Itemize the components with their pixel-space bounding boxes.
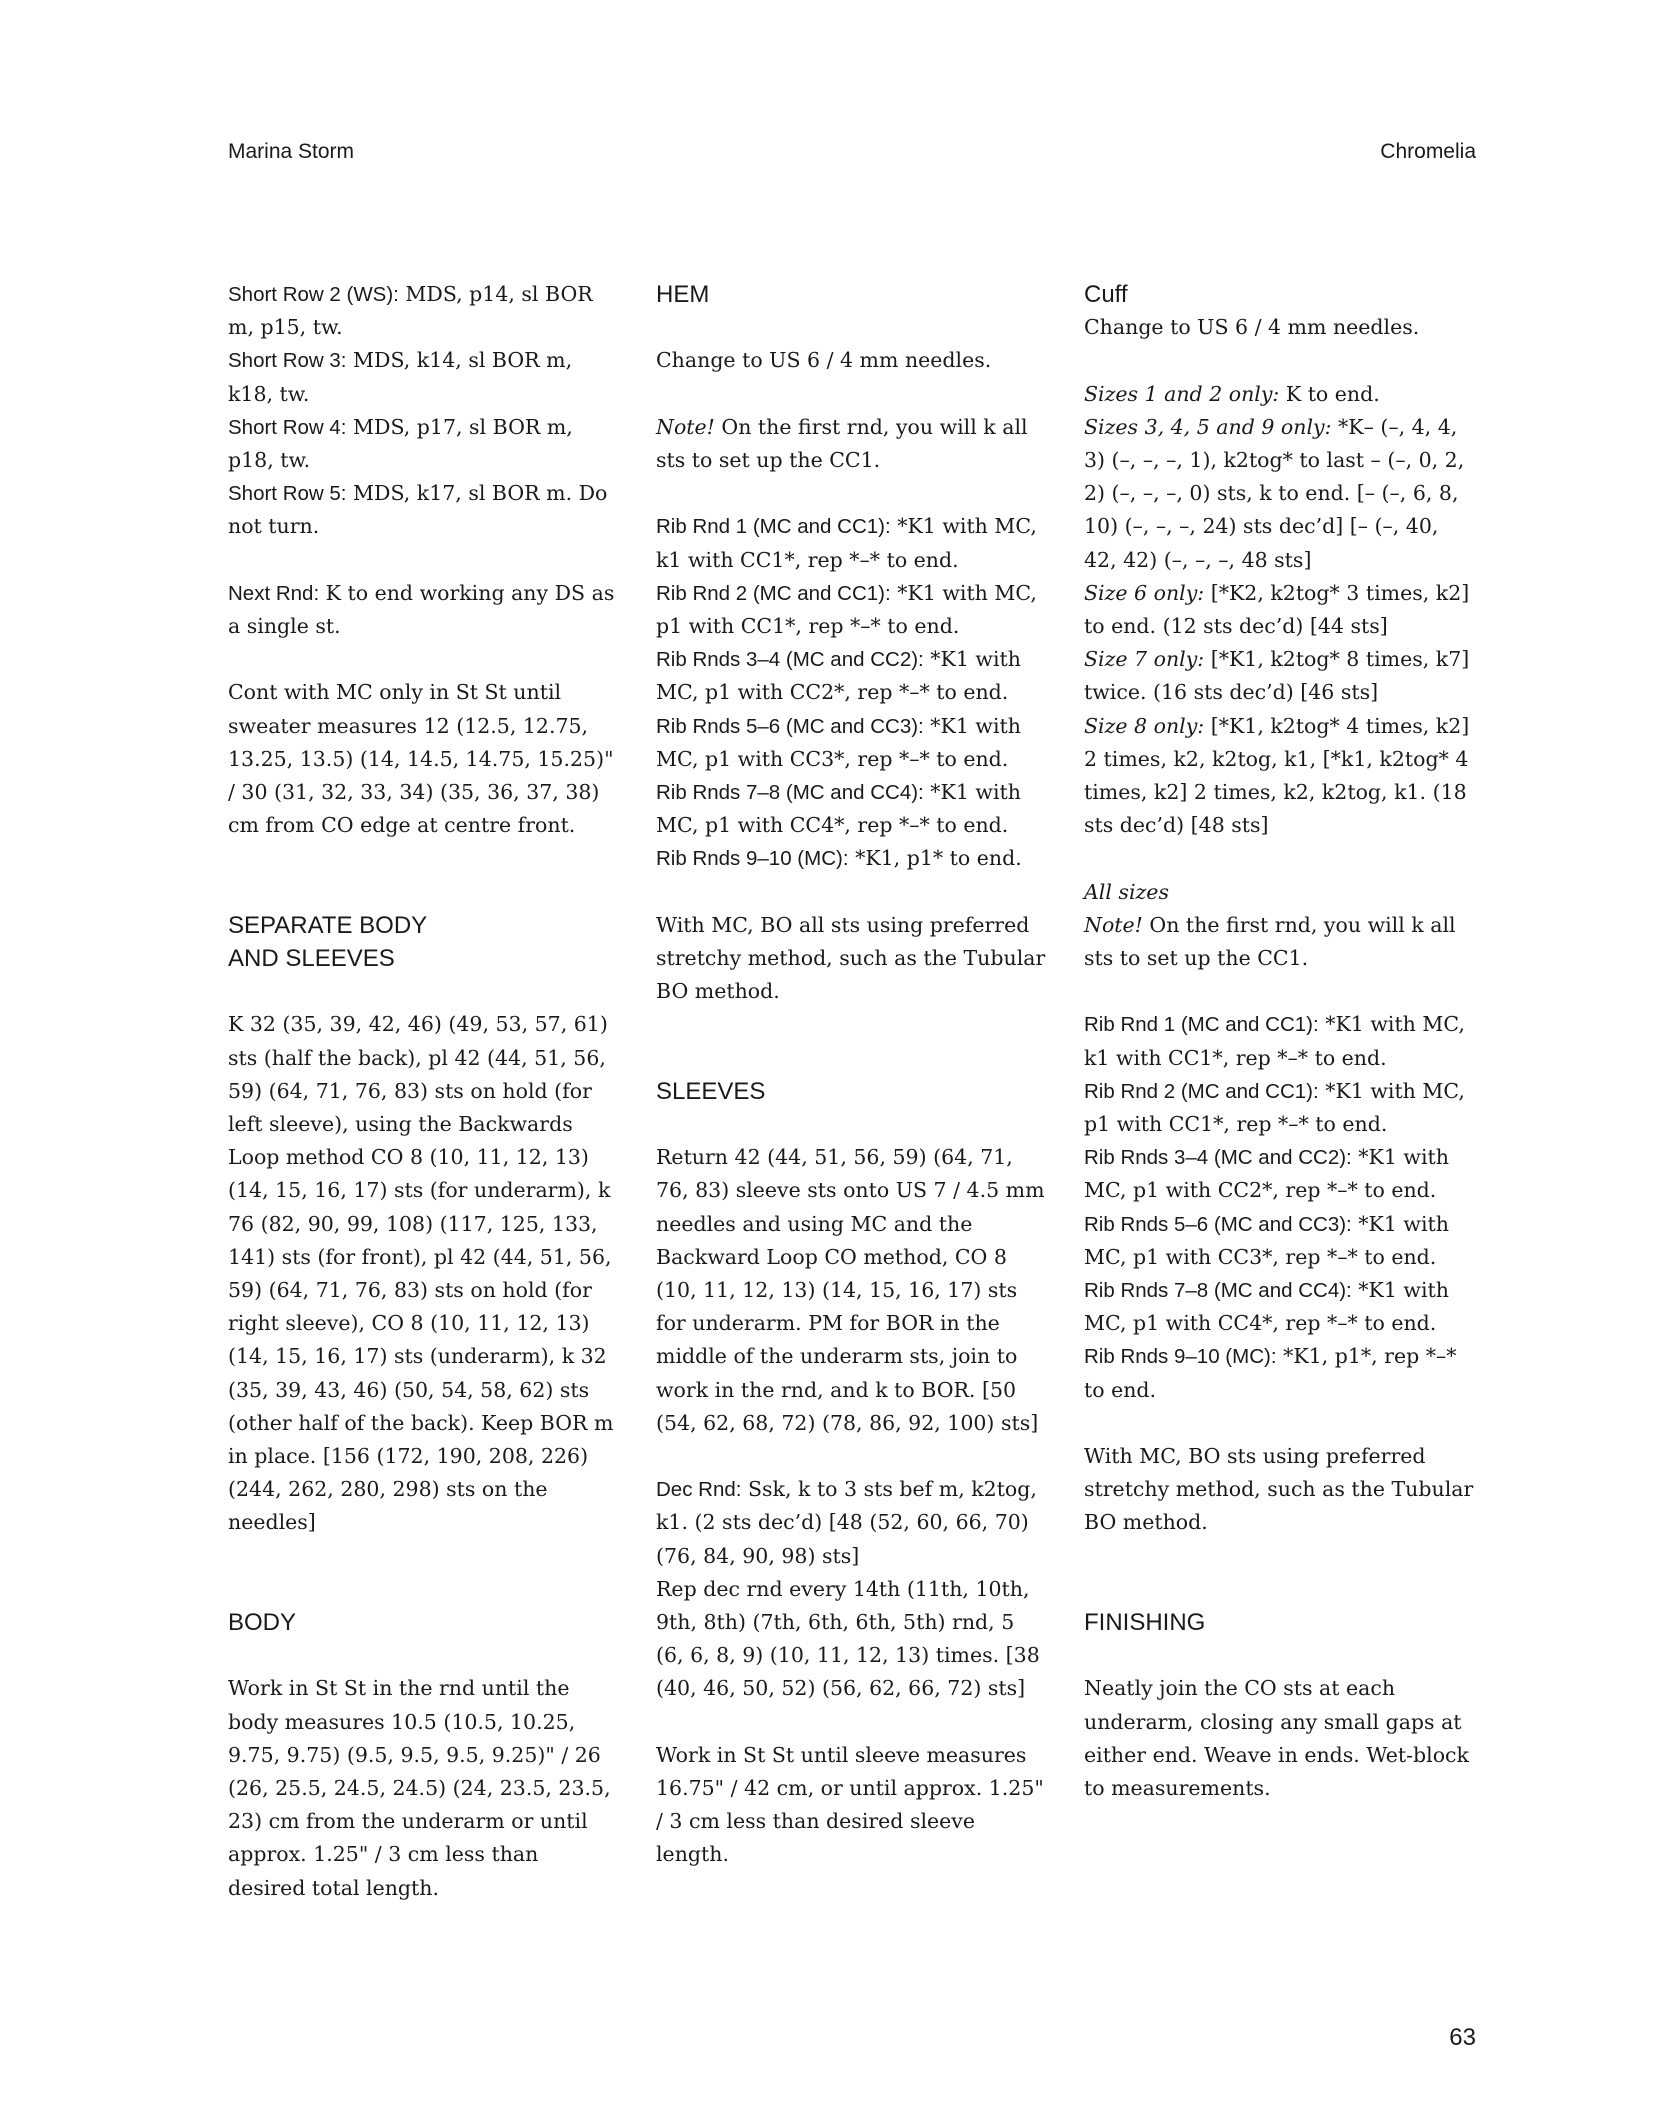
rib-row-label: Rib Rnds 5–6 (MC and CC3): [1084,1212,1352,1236]
rib-row-text: *K1 with MC, p1 with CC3*, rep *–* to end. [656,713,1021,771]
column-2 [656,278,1046,1905]
size-line [1084,710,1474,843]
short-row-label: Short Row 4: [228,415,347,439]
dec-rnd-label: Dec Rnd: [656,1478,742,1502]
sleeves-paragraph: Return 42 (44, 51, 56, 59) (64, 71, 76, 83) sleeve sts onto US 7 / 4.5 mm needles and using MC and the Backward Loop CO method, CO 8 (10, 11, 12, 13) (14, 15, 16, 17) sts for underarm. PM for BOR in the middle of the underarm sts, join to work in the rnd, and k to BOR. [50 (54, 62, 68, 72) (78, 86, 92, 100) sts] [656,1145,1045,1435]
rib-row [656,510,1046,576]
rib-row-text: *K1 with MC, p1 with CC2*, rep *–* to end. [1084,1145,1449,1203]
rib-row-label: Rib Rnd 2 (MC and CC1): [1084,1079,1319,1103]
cuff-bind-off: With MC, BO sts using preferred stretchy method, such as the Tubular BO method. [1084,1444,1474,1535]
sleeves-heading: SLEEVES [656,1077,766,1105]
separate-heading: SEPARATE BODY AND SLEEVES [228,911,428,973]
separate-paragraph: K 32 (35, 39, 42, 46) (49, 53, 57, 61) sts (half the back), pl 42 (44, 51, 56, 59) (64, 71, 76, 83) sts on hold (for left sleeve), using the Backwards Loop method CO 8 (10, 11, 12, 13) (14, 15, 16, 17) sts (for underarm), k 76 (82, 90, 99, 108) (117, 125, 133, 141) sts (for front), pl 42 (44, 51, 56, 59) (64, 71, 76, 83) sts on hold (for right sleeve), CO 8 (10, 11, 12, 13) (14, 15, 16, 17) sts (underarm), k 32 (35, 39, 43, 46) (50, 54, 58, 62) sts (other half of the back). Keep BOR m in place. [156 (172, 190, 208, 226) (244, 262, 280, 298) sts on the needles] [228,1012,614,1535]
rib-row [656,577,1046,643]
size-text: [*K1, k2tog* 8 times, k7] twice. (16 sts dec’d) [46 sts] [1084,647,1470,705]
rib-row-label: Rib Rnd 1 (MC and CC1): [1084,1013,1319,1037]
rib-row-label: Rib Rnds 3–4 (MC and CC2): [656,648,924,672]
size-label: Size 8 only: [1084,713,1205,738]
running-header [228,139,1476,165]
size-line [1084,411,1474,577]
short-row-line [228,411,618,477]
rib-row [1084,1141,1474,1207]
rib-row-text: *K1, p1*, rep *–* to end. [1084,1344,1457,1402]
note-text: On the first rnd, you will k all sts to set up the CC1. [1084,912,1456,971]
cuff-change: Change to US 6 / 4 mm needles. [1084,315,1420,340]
size-line [1084,577,1474,643]
rib-row [656,710,1046,776]
short-row-text: MDS, k14, sl BOR m, k18, tw. [228,348,573,406]
all-sizes-label: All sizes [1084,879,1169,904]
size-line [1084,378,1474,411]
body-paragraph: Work in St St in the rnd until the body measures 10.5 (10.5, 10.25, 9.75, 9.75) (9.5, 9.5, 9.5, 9.25)" / 26 (26, 25.5, 24.5, 24.5) (24, 23.5, 23.5, 23) cm from the underarm or until approx. 1.25" / 3 cm less than desired total length. [228,1676,611,1900]
note-label: Note! [656,414,715,439]
size-text: [*K2, k2tog* 3 times, k2] to end. (12 sts dec’d) [44 sts] [1084,580,1470,639]
rib-row [1084,1340,1474,1406]
size-line [1084,643,1474,709]
rib-row-text: *K1 with MC, p1 with CC2*, rep *–* to end. [656,647,1021,705]
rib-row [1084,1208,1474,1274]
short-row-line [228,344,618,410]
short-rows [228,278,618,544]
rib-row-text: *K1 with MC, k1 with CC1*, rep *–* to end. [656,514,1037,572]
hem-note [656,411,1046,477]
next-rnd-label: Next Rnd: [228,581,320,605]
finishing-paragraph: Neatly join the CO sts at each underarm, closing any small gaps at either end. Weave in ends. Wet-block to measurements. [1084,1676,1469,1801]
short-row-label: Short Row 3: [228,349,347,373]
dec-rnd-text: Ssk, k to 3 sts bef m, k2tog, k1. (2 sts dec’d) [48 (52, 60, 66, 70) (76, 84, 90, 98) sts] [656,1477,1037,1568]
short-row-text: MDS, k17, sl BOR m. Do not turn. [228,481,608,539]
all-sizes [1084,876,1474,976]
rib-row-text: *K1 with MC, p1 with CC1*, rep *–* to end. [1084,1078,1465,1137]
column-1 [228,278,618,1938]
page-number: 63 [1449,2024,1476,2051]
short-row-line [228,477,618,543]
next-rnd [228,577,618,643]
rib-row-label: Rib Rnds 5–6 (MC and CC3): [656,714,924,738]
rib-row-label: Rib Rnds 9–10 (MC): [1084,1345,1277,1369]
column-3 [1084,278,1474,1838]
rib-row [1084,1008,1474,1074]
size-label: Sizes 1 and 2 only: [1084,381,1280,406]
note-label: Note! [1084,912,1143,937]
sleeve-work-paragraph: Work in St St until sleeve measures 16.75" / 42 cm, or until approx. 1.25" / 3 cm less than desired sleeve length. [656,1742,1044,1867]
dec-rnd [656,1473,1046,1705]
dec-repeat: Rep dec rnd every 14th (11th, 10th, 9th, 8th) (7th, 6th, 6th, 5th) rnd, 5 (6, 6, 8, 9) (10, 11, 12, 13) times. [38 (40, 46, 50, 52) (56, 62, 66, 72) sts] [656,1576,1040,1701]
hem-change: Change to US 6 / 4 mm needles. [656,348,992,373]
rib-row-text: *K1 with MC, p1 with CC4*, rep *–* to end. [1084,1278,1449,1336]
size-text: [*K1, k2tog* 4 times, k2] 2 times, k2, k2tog, k1, [*k1, k2tog* 4 times, k2] 2 times, k2, k2tog, k1. (18 sts dec’d) [48 sts] [1084,713,1470,838]
next-rnd-text: K to end working any DS as a single st. [228,580,615,639]
short-row-label: Short Row 2 (WS): [228,283,399,306]
size-label: Size 6 only: [1084,580,1205,605]
short-row-line [228,278,618,344]
note-text: On the first rnd, you will k all sts to set up the CC1. [656,414,1028,472]
body-heading: BODY [228,1609,297,1637]
size-text: *K– (–, 4, 4, 3) (–, –, –, 1), k2tog* to last – (–, 0, 2, 2) (–, –, –, 0) sts, k to end. [– (–, 6, 8, 10) (–, –, –, 24) sts dec’d] [– (–, 40, 42, 42) (–, –, –, 48 sts] [1084,414,1465,572]
rib-row [656,842,1046,875]
short-row-text: MDS, p17, sl BOR m, p18, tw. [228,414,573,473]
short-row-label: Short Row 5: [228,482,347,506]
cont-paragraph: Cont with MC only in St St until sweater measures 12 (12.5, 12.75, 13.25, 13.5) (14, 14.5, 14.75, 15.25)" / 30 (31, 32, 33, 34) (35, 36, 37, 38) cm from CO edge at centre front. [228,680,614,838]
size-instructions [1084,378,1474,843]
rib-row-text: *K1, p1* to end. [848,846,1022,871]
rib-row-label: Rib Rnds 9–10 (MC): [656,847,849,871]
rib-row-label: Rib Rnds 7–8 (MC and CC4): [1084,1279,1352,1303]
size-text: K to end. [1279,381,1380,406]
rib-row-text: *K1 with MC, p1 with CC1*, rep *–* to end. [656,580,1037,638]
short-row-text: MDS, p14, sl BOR m, p15, tw. [228,282,593,340]
rib-row-text: *K1 with MC, k1 with CC1*, rep *–* to end. [1084,1012,1465,1070]
rib-row-label: Rib Rnds 3–4 (MC and CC2): [1084,1146,1352,1170]
size-label: Sizes 3, 4, 5 and 9 only: [1084,414,1332,439]
header-author: Marina Storm [228,140,355,163]
rib-row-text: *K1 with MC, p1 with CC3*, rep *–* to end. [1084,1211,1449,1269]
cuff-heading: Cuff [1084,281,1128,308]
header-title: Chromelia [1380,140,1476,163]
rib-row [1084,1274,1474,1340]
hem-rib-rows [656,510,1046,875]
rib-row-label: Rib Rnds 7–8 (MC and CC4): [656,781,924,804]
cuff-rib-rows [1084,1008,1474,1406]
rib-row-label: Rib Rnd 2 (MC and CC1): [656,581,891,605]
hem-heading: HEM [656,281,710,308]
rib-row-label: Rib Rnd 1 (MC and CC1): [656,515,891,539]
hem-bind-off: With MC, BO all sts using preferred stretchy method, such as the Tubular BO method. [656,912,1046,1004]
size-label: Size 7 only: [1084,647,1205,672]
rib-row [656,776,1046,842]
rib-row [1084,1075,1474,1141]
rib-row-text: *K1 with MC, p1 with CC4*, rep *–* to end. [656,780,1021,838]
finishing-heading: FINISHING [1084,1609,1206,1637]
rib-row [656,643,1046,709]
